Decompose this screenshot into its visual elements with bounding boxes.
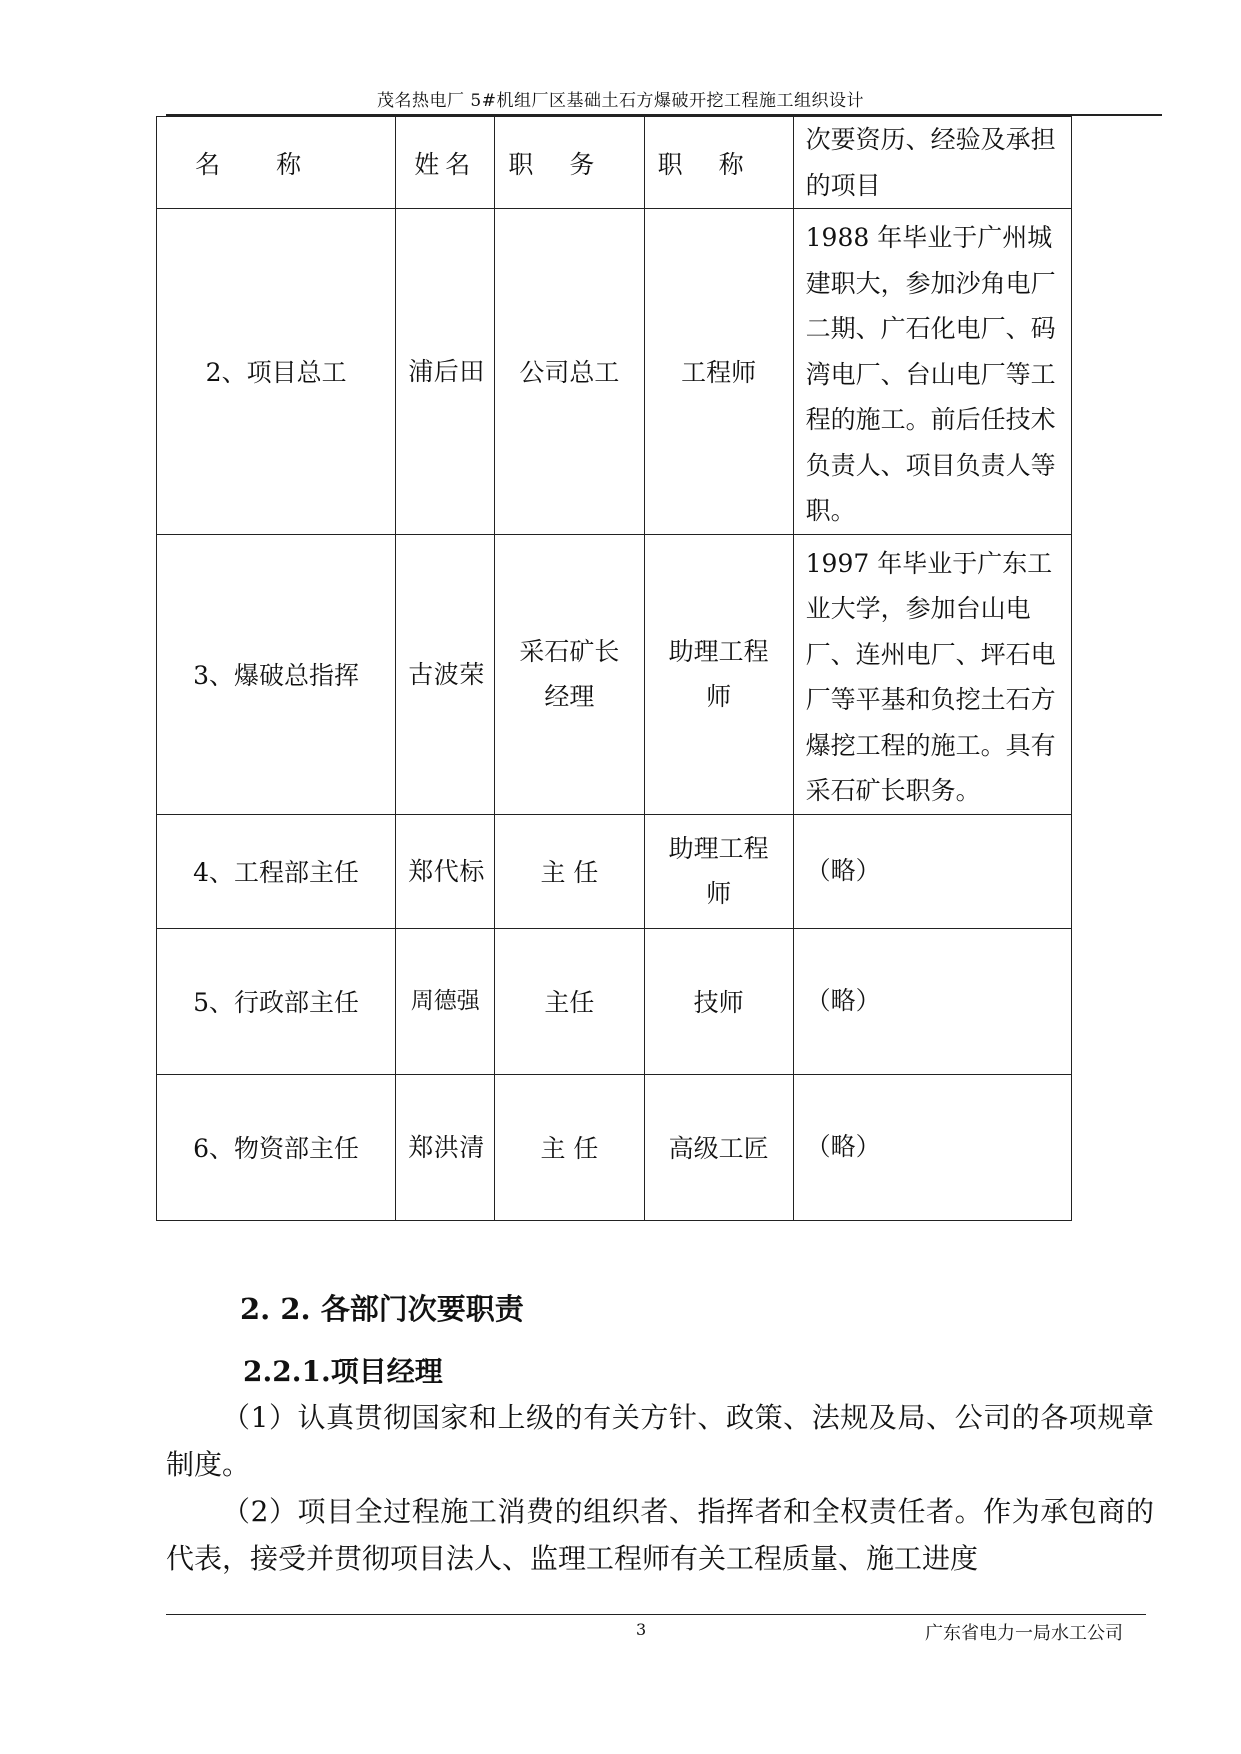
row-title: 技师 — [644, 928, 793, 1074]
column-header-position: 名称 — [157, 117, 396, 209]
column-header-title: 职称 — [644, 117, 793, 209]
table-row — [157, 209, 1072, 535]
row-experience: 1997 年毕业于广东工业大学，参加台山电厂、连州电厂、坪石电厂等平基和负挖土石方爆挖工程的施工。具有采石矿长职务。 — [793, 534, 1071, 814]
row-title: 助理工程师 — [644, 534, 793, 814]
row-duty: 主任 — [495, 928, 644, 1074]
table-row — [157, 1074, 1072, 1220]
row-position: 4、工程部主任 — [157, 814, 396, 928]
table-row — [157, 814, 1072, 928]
row-duty: 公司总工 — [495, 209, 644, 535]
row-title: 高级工匠 — [644, 1074, 793, 1220]
body-paragraph: （2）项目全过程施工消费的组织者、指挥者和全权责任者。作为承包商的代表，接受并贯彻项目法人、监理工程师有关工程质量、施工进度 — [166, 1495, 1154, 1575]
table-row — [157, 534, 1072, 814]
subsection-heading: 2.2.1.项目经理 — [243, 1355, 443, 1388]
row-person-name: 浦后田 — [396, 209, 495, 535]
column-header-duty: 职务 — [495, 117, 644, 209]
row-person-name: 郑洪清 — [396, 1074, 495, 1220]
row-duty: 主 任 — [495, 1074, 644, 1220]
row-duty: 主 任 — [495, 814, 644, 928]
row-person-name: 周德强 — [396, 928, 495, 1074]
row-experience: 1988 年毕业于广州城建职大，参加沙角电厂二期、广石化电厂、码湾电厂、台山电厂等工程的施工。前后任技术负责人、项目负责人等职。 — [793, 209, 1071, 535]
footer-company: 广东省电力一局水工公司 — [925, 1623, 1123, 1644]
section-heading: 2. 2. 各部门次要职责 — [240, 1292, 524, 1326]
body-paragraph: （1）认真贯彻国家和上级的有关方针、政策、法规及局、公司的各项规章制度。 — [166, 1401, 1154, 1481]
row-person-name: 古波荣 — [396, 534, 495, 814]
column-header-name: 姓名 — [396, 117, 495, 209]
row-position: 5、行政部主任 — [157, 928, 396, 1074]
row-title: 助理工程师 — [644, 814, 793, 928]
column-header-experience: 次要资历、经验及承担的项目 — [793, 117, 1071, 209]
staff-table — [156, 116, 1072, 1221]
row-position: 2、项目总工 — [157, 209, 396, 535]
row-position: 6、物资部主任 — [157, 1074, 396, 1220]
row-experience: （略） — [793, 1074, 1071, 1220]
document-header-title: 茂名热电厂 5#机组厂区基础土石方爆破开挖工程施工组织设计 — [377, 91, 864, 111]
table-header-row — [157, 117, 1072, 209]
table-row — [157, 928, 1072, 1074]
row-duty: 采石矿长经理 — [495, 534, 644, 814]
footer-rule — [166, 1614, 1146, 1615]
row-person-name: 郑代标 — [396, 814, 495, 928]
page-number: 3 — [636, 1620, 647, 1639]
row-experience: （略） — [793, 814, 1071, 928]
row-position: 3、爆破总指挥 — [157, 534, 396, 814]
row-title: 工程师 — [644, 209, 793, 535]
row-experience: （略） — [793, 928, 1071, 1074]
